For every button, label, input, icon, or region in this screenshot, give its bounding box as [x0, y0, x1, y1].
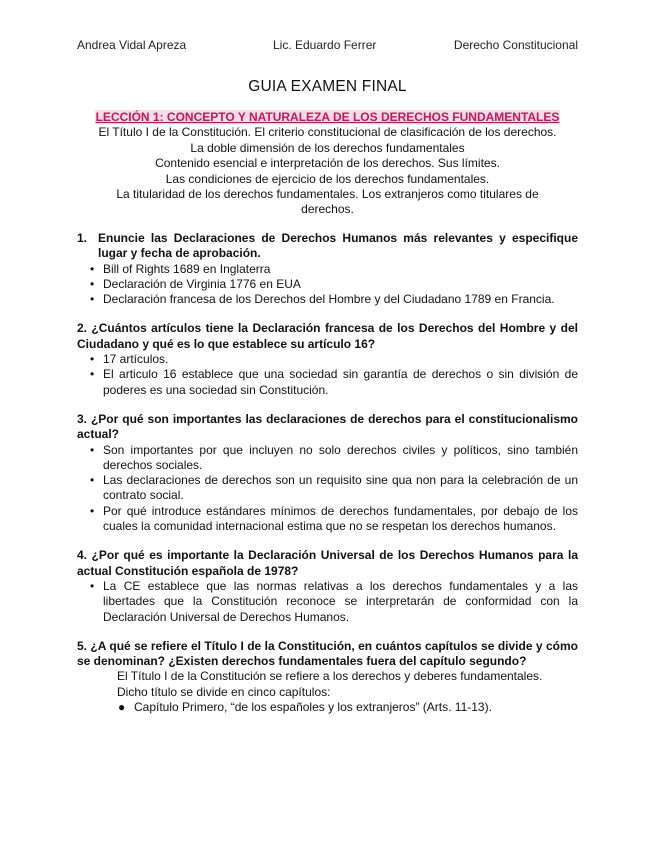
answer-item: • Bill of Rights 1689 en Inglaterra	[90, 262, 578, 277]
answer-item: • Las declaraciones de derechos son un requisito sine qua non para la celebración de un contrato social.	[90, 473, 578, 504]
answer-item: • Son importantes por que incluyen no solo derechos civiles y políticos, sino también derechos sociales.	[90, 443, 578, 474]
header-professor: Lic. Eduardo Ferrer	[273, 38, 377, 52]
bullet-icon: ●	[118, 700, 126, 715]
lesson-line: La doble dimensión de los derechos fundamentales	[190, 140, 465, 155]
answer-list	[77, 443, 578, 535]
question-4: 4. ¿Por qué es importante la Declaración Universal de los Derechos Humanos para la actual Constitución española de 1978?	[77, 548, 578, 578]
lesson-line: Contenido esencial e interpretación de los derechos. Sus límites.	[155, 156, 500, 171]
header-author: Andrea Vidal Apreza	[77, 38, 187, 52]
answer-item: • Declaración de Virginia 1776 en EUA	[90, 277, 578, 292]
answer-paragraph: Dicho título se divide en cinco capítulos:	[117, 684, 331, 699]
question-2: 2. ¿Cuántos artículos tiene la Declaración francesa de los Derechos del Hombre y del Ciudadano y qué es lo que establece su artículo 16?	[77, 321, 578, 351]
answer-item: • 17 artículos.	[90, 352, 578, 367]
question-text: Enuncie las Declaraciones de Derechos Humanos más relevantes y especifique lugar y fecha de aprobación.	[98, 231, 578, 261]
answer-item: • La CE establece que las normas relativas a los derechos fundamentales y a las libertades que la Constitución reconoce se interpretarán de conformidad con la Declaración Universal de Derechos Humanos.	[90, 579, 578, 625]
lesson-line: La titularidad de los derechos fundamentales. Los extranjeros como titulares de derechos.	[116, 187, 539, 217]
answer-list	[77, 352, 578, 398]
header-subject: Derecho Constitucional	[453, 38, 578, 52]
lesson-line: El Título I de la Constitución. El criterio constitucional de clasificación de los derechos.	[98, 125, 557, 140]
lesson-heading: LECCIÓN 1: CONCEPTO Y NATURALEZA DE LOS DERECHOS FUNDAMENTALES	[95, 110, 560, 124]
answer-list	[77, 579, 578, 625]
question-1	[77, 231, 578, 262]
answer-paragraph: El Título I de la Constitución se refiere a los derechos y deberes fundamentales.	[117, 669, 543, 684]
question-3: 3. ¿Por qué son importantes las declaraciones de derechos para el constitucionalismo actual?	[77, 411, 578, 442]
answer-bullet	[77, 700, 578, 715]
answer-item: • Declaración francesa de los Derechos del Hombre y del Ciudadano 1789 en Francia.	[90, 292, 578, 307]
document-title: GUIA EXAMEN FINAL	[248, 78, 407, 95]
answer-list	[77, 262, 578, 308]
question-number: 1.	[77, 231, 88, 245]
lesson-line: Las condiciones de ejercicio de los derechos fundamentales.	[165, 171, 490, 186]
question-5: 5. ¿A qué se refiere el Título I de la Constitución, en cuántos capítulos se divide y cómo se denominan? ¿Existen derechos fundamentales fuera del capítulo segundo?	[77, 638, 578, 669]
question-list	[77, 231, 578, 715]
answer-item: • Por qué introduce estándares mínimos de derechos fundamentales, por debajo de los cuales la comunidad internacional estima que no se respetan los derechos humanos.	[90, 504, 578, 535]
answer-item: • El articulo 16 establece que una sociedad sin garantía de derechos o sin división de poderes es una sociedad sin Constitución.	[90, 367, 578, 398]
lesson-summary	[77, 110, 578, 218]
answer-bullet-text: Capítulo Primero, “de los españoles y los extranjeros” (Arts. 11-13).	[134, 700, 492, 715]
